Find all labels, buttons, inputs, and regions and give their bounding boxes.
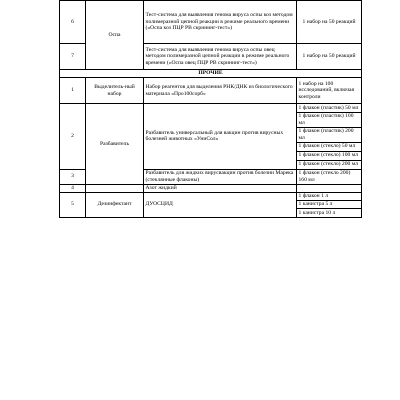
disease-name: Оспа — [86, 1, 144, 70]
section-heading: ПРОЧИЕ — [60, 70, 362, 78]
packaging: 1 флакон 1 л — [297, 192, 362, 200]
table-row — [60, 184, 362, 192]
category-name: Выделитель-ный набор — [86, 78, 144, 104]
table-row — [60, 192, 362, 200]
packaging: 1 набор на 100 исследований, включая контроли — [297, 78, 362, 104]
category-name: Разбавитель — [86, 104, 144, 185]
packaging: 1 флакон (стекло) 100 мл — [297, 151, 362, 160]
product-description: Тест-система для выявления генома вируса оспы овец методом полимеразной цепной реакции в режиме реального времени («Оспа овец ПЦР РВ скрининг-тест») — [144, 44, 297, 70]
table-row — [60, 78, 362, 104]
packaging — [297, 184, 362, 192]
row-number: 2 — [60, 104, 86, 170]
table-row — [60, 1, 362, 44]
packaging: 1 флакон (стекло) 200 мл — [297, 160, 362, 169]
product-description: Азот жидкий — [144, 184, 297, 192]
products-table — [59, 0, 362, 218]
row-number: 4 — [60, 184, 86, 192]
row-number: 7 — [60, 44, 86, 70]
packaging: 1 набор на 50 реакций — [297, 1, 362, 44]
section-row — [60, 70, 362, 78]
packaging: 1 набор на 50 реакций — [297, 44, 362, 70]
packaging: 1 флакон (пластик) 200 мл — [297, 127, 362, 142]
packaging: 1 канистра 5 л — [297, 201, 362, 209]
row-number: 5 — [60, 192, 86, 217]
category-name: Дезинфектант — [86, 192, 144, 217]
row-number: 1 — [60, 78, 86, 104]
row-number: 6 — [60, 1, 86, 44]
packaging: 1 канистра 10 л — [297, 209, 362, 217]
packaging: 1 флакон (пластик) 100 мл — [297, 113, 362, 128]
product-description: Разбавитель для жидких вирусвакцин против болезни Марека (стеклянные флаконы) — [144, 169, 297, 184]
product-description: Тест-система для выявления генома вируса оспы коз методом полимеразной цепной реакции в режиме реального времени («Оспа коз ПЦР РВ скрининг-тест») — [144, 1, 297, 44]
row-number: 3 — [60, 169, 86, 184]
product-description: Набор реагентов для выделения РНК/ДНК из биологического материала «Про100сорб» — [144, 78, 297, 104]
table-row — [60, 104, 362, 113]
packaging: 1 флакон (пластик) 50 мл — [297, 104, 362, 113]
product-description: Разбавитель универсальный для вакцин против вирусных болезней животных «УниСол» — [144, 104, 297, 170]
packaging: 1 флакон (стекло) 50 мл — [297, 142, 362, 151]
packaging: 1 флакон (стекло 200) 160 мл — [297, 169, 362, 184]
category-name — [86, 184, 144, 192]
product-description: ДУОСЦИД — [144, 192, 297, 217]
